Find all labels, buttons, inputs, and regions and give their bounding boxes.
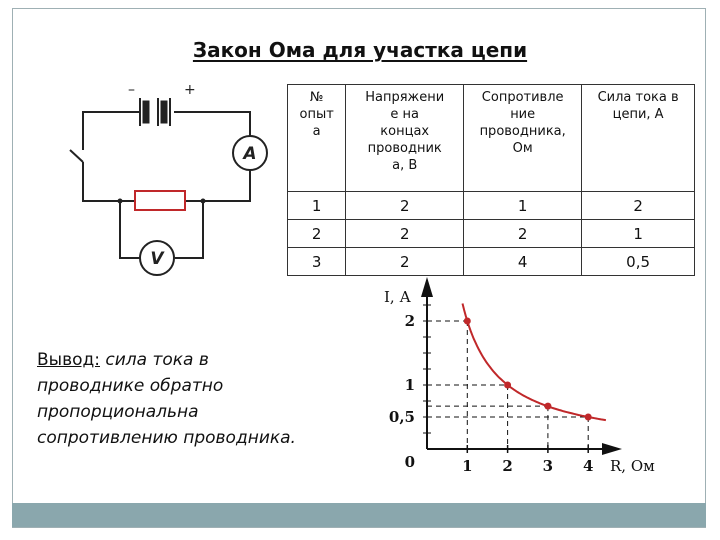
battery-minus-label: – — [128, 82, 135, 98]
data-point — [464, 318, 471, 325]
x-tick-label: 2 — [502, 457, 513, 475]
x-tick-label: 3 — [542, 457, 554, 475]
table-cell: 1 — [464, 192, 582, 220]
table-header-line: ние — [510, 107, 536, 122]
x-tick-label: 1 — [462, 457, 473, 475]
table-cell: 0,5 — [582, 248, 695, 276]
y-tick-label: 1 — [404, 376, 415, 394]
y-axis-label: I, А — [384, 288, 411, 306]
table-header-line: а, В — [392, 158, 418, 173]
x-axis-label: R, Ом — [610, 457, 655, 475]
table-header-line: опыт — [299, 107, 334, 122]
conclusion-text: сила тока в проводнике обратно пропорциональна сопротивлению проводника. — [37, 350, 296, 448]
table-cell: 1 — [582, 220, 695, 248]
data-point — [544, 403, 551, 410]
table-header-line: Напряжени — [365, 90, 445, 105]
table-cell: 2 — [346, 248, 464, 276]
table-header-line: концах — [380, 124, 430, 139]
x-tick-label: 4 — [582, 457, 594, 475]
voltmeter-label: V — [150, 249, 164, 269]
table-cell: 2 — [346, 220, 464, 248]
ammeter-label: A — [243, 144, 257, 164]
page-title: Закон Ома для участка цепи — [192, 38, 528, 62]
y-tick-label: 2 — [404, 312, 415, 330]
data-point — [585, 414, 592, 421]
table-header-line: проводник — [367, 141, 442, 156]
data-point — [504, 382, 511, 389]
table-header-line: проводника, — [479, 124, 566, 139]
table-header-line: цепи, А — [612, 107, 664, 122]
table-cell: 2 — [464, 220, 582, 248]
table-cell: 4 — [464, 248, 582, 276]
table-cell: 3 — [288, 248, 346, 276]
y-tick-label: 0,5 — [388, 408, 415, 426]
table-cell: 2 — [346, 192, 464, 220]
table-header-line: № — [309, 90, 324, 105]
table-cell: 2 — [582, 192, 695, 220]
table-header-line: е на — [390, 107, 420, 122]
table-header-line: Ом — [512, 141, 533, 156]
conclusion-label: Вывод: — [37, 350, 100, 370]
battery-plus-label: + — [184, 82, 196, 98]
origin-label: 0 — [404, 453, 415, 471]
table-cell: 1 — [288, 192, 346, 220]
table-header-line: Сопротивле — [481, 90, 564, 105]
table-header-line: Сила тока в — [597, 90, 679, 105]
curve-line — [463, 304, 606, 421]
table-cell: 2 — [288, 220, 346, 248]
table-header-line: а — [312, 124, 321, 139]
